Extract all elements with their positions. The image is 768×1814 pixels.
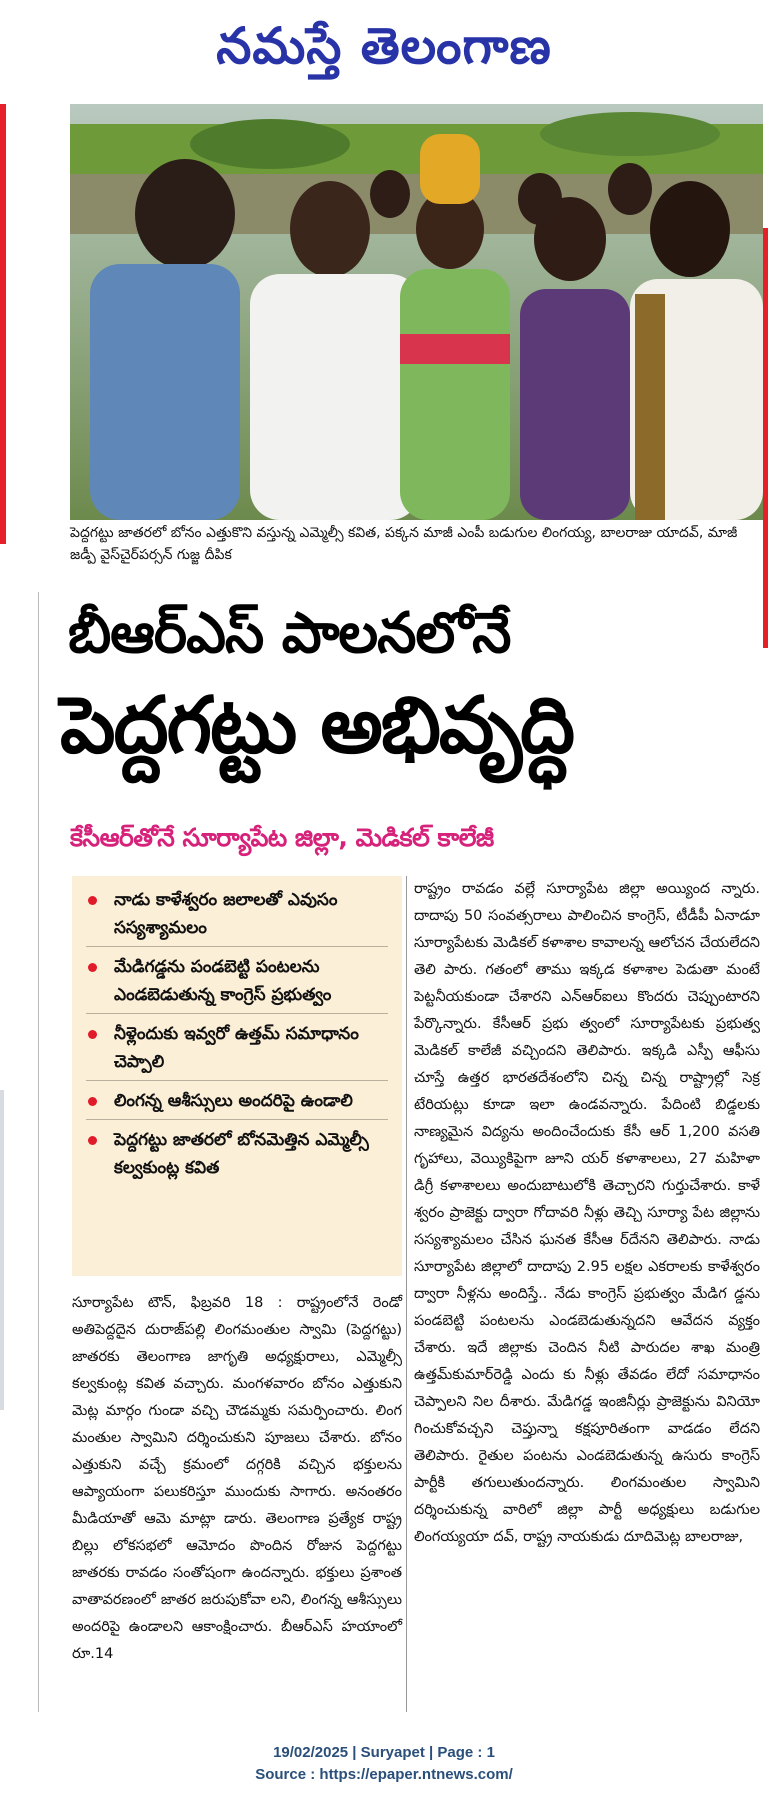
bullet-icon bbox=[88, 1097, 97, 1106]
left-accent-bar bbox=[0, 104, 6, 544]
crowd-photo-illustration bbox=[70, 104, 763, 520]
news-photo bbox=[70, 104, 763, 520]
source-link[interactable]: Source : https://epaper.ntnews.com/ bbox=[255, 1766, 513, 1783]
highlight-text: పెద్దగట్టు జాతరలో బోనమెత్తిన ఎమ్మెల్సీ కల్వకుంట్ల కవిత bbox=[114, 1130, 369, 1178]
highlights-box bbox=[72, 876, 402, 1276]
bullet-icon bbox=[88, 963, 97, 972]
highlight-text: నాడు కాళేశ్వరం జలాలతో ఎవుసం సస్యశ్యామలం bbox=[114, 890, 338, 938]
highlight-item bbox=[86, 1020, 388, 1081]
highlight-item bbox=[86, 1087, 388, 1120]
photo-caption: పెద్దగట్టు జాతరలో బోనం ఎత్తుకొని వస్తున్న ఎమ్మెల్సీ కవిత, పక్కన మాజీ ఎంపీ బడుగుల లింగయ్య, బాలరాజు యాదవ్, మాజీ జడ్పీ వైస్‌చైర్‌పర్సన్ గుజ్జ దీపిక bbox=[70, 525, 738, 563]
subheadline: కేసీఆర్‌తోనే సూర్యాపేట జిల్లా, మెడికల్ కాలేజీ bbox=[70, 823, 494, 852]
highlight-item bbox=[86, 1126, 388, 1186]
masthead bbox=[0, 0, 768, 92]
article-body-right: రాష్ట్రం రావడం వల్లే సూర్యాపేట జిల్లా అయ్యింద న్నారు. దాదాపు 50 సంవత్సరాలు పాలించిన కాంగ్రెస్, టీడీపీ ఏనాడూ సూర్యాపేటకు మెడికల్ కళాశాల కావాలన్న ఆలోచన చేయలేదని తెలి పారు. గతంలో తాము ఇక్కడ కళాశాల పెడుతా మంటే పెట్టనీయకుండా చేశారని ఎన్‌ఆర్‌ఐలు కొందరు చెప్పుంటారని పేర్కొన్నారు. కేసీఆర్ ప్రభు త్వంలో సూర్యాపేటకు ప్రభుత్వ మెడికల్ కాలేజీ వచ్చిందని తెలిపారు. ఇక్కడి ఎస్పీ ఆఫీసు చూస్తే ఉత్తర భారతదేశంలోని చిన్న చిన్న రాష్ట్రాల్లో సెక్ర టేరియట్లు కూడా ఇలా ఉండవన్నారు. పేదింటి బిడ్డలకు నాణ్యమైన విద్యను అందించేందుకు కేసీ ఆర్ 1,200 వసతి గృహాలు, వెయ్యికిపైగా జూని యర్ కళాశాలలు, 27 మహిళా డిగ్రీ కళాశాలలు అందుబాటులోకి తెచ్చారని గుర్తుచేశారు. కాళే శ్వరం ప్రాజెక్టు ద్వారా గోదావరి నీళ్లు తెచ్చి సూర్యా పేట జిల్లాను సస్యశ్యామలం చేసిన ఘనత కేసీఆ ర్‌దేనని తెలిపారు. నాడు సూర్యాపేట జిల్లాలో దాదాపు 2.95 లక్షల ఎకరాలకు కాళేశ్వరం ద్వారా నీళ్లను అందిస్తే.. నేడు కాంగ్రెస్ ప్రభుత్వం మేడిగ డ్డను పండబెట్టి పంటలను ఎండబెడుతున్నదని ఆవేదన వ్యక్తం చేశారు. ఇదే జిల్లాకు చెందిన నీటి పారుదల శాఖ మంత్రి ఉత్తమ్‌కుమార్‌రెడ్డి ఎందు కు నీళ్లు తేవడం లేదో సమాధానం చెప్పాలని నిల దీశారు. మేడిగడ్డ ఇంజినీర్లు ప్రాజెక్టును వినియో గించుకోవచ్చని చెప్తున్నా కక్షపూరితంగా వాడడం లేదని తెలిపారు. రైతుల పంటను ఎండబెడుతున్న ఉసురు కాంగ్రెస్ పార్టీకి తగులుతుందన్నారు. లింగమంతుల స్వామిని దర్శించుకున్న వారిలో జిల్లా పార్టీ అధ్యక్షులు బడుగుల లింగయ్యయా దవ్, రాష్ట్ర నాయకుడు దూదిమెట్ల బాలరాజు, bbox=[414, 881, 760, 1545]
highlight-item bbox=[86, 886, 388, 947]
bullet-icon bbox=[88, 896, 97, 905]
headline-line-2: పెద్దగట్టు అభివృద్ధి bbox=[60, 681, 574, 771]
highlight-text: లింగన్న ఆశీస్సులు అందరిపై ఉండాలి bbox=[114, 1091, 353, 1111]
column-divider bbox=[406, 876, 407, 1712]
page-footer bbox=[0, 1742, 768, 1786]
highlight-text: మేడిగడ్డను పండబెట్టి పంటలను ఎండబెడుతున్న కాంగ్రెస్ ప్రభుత్వం bbox=[114, 957, 332, 1005]
bullet-icon bbox=[88, 1136, 97, 1145]
highlight-text: నీళ్లెందుకు ఇవ్వరో ఉత్తమ్ సమాధానం చెప్పాలి bbox=[114, 1024, 359, 1072]
right-accent-bar bbox=[763, 228, 768, 648]
left-column-rule bbox=[38, 592, 39, 1712]
headline-line-1: బీఆర్‌ఎస్ పాలనలోనే bbox=[68, 601, 511, 666]
highlights-list bbox=[86, 886, 388, 1186]
article-body-left: సూర్యాపేట టౌన్, ఫిబ్రవరి 18 : రాష్ట్రంలోనే రెండో అతిపెద్దదైన దురాజ్‌పల్లి లింగమంతుల స్వామి (పెద్దగట్టు) జాతరకు తెలంగాణ జాగృతి అధ్యక్షురాలు, ఎమ్మెల్సీ కల్వకుంట్ల కవిత వచ్చారు. మంగళవారం బోనం ఎత్తుకుని మెట్ల మార్గం గుండా వచ్చి చౌడమ్మకు సమర్పించారు. లింగ మంతుల స్వామిని దర్శించుకుని పూజలు చేశారు. బోనం ఎత్తుకుని వచ్చే క్రమంలో దగ్గరికి వచ్చిన భక్తులను ఆప్యాయంగా పలుకరిస్తూ ముందుకు సాగారు. అనంతరం మీడియాతో ఆమె మాట్లా డారు. తెలంగాణ ప్రత్యేక రాష్ట్ర బిల్లు లోకసభలో ఆమోదం పొందిన రోజున పెద్దగట్టు జాతరకు రావడం సంతోషంగా ఉందన్నారు. భక్తులు ప్రశాంత వాతావరణంలో జాతర జరుపుకోవా లని, లింగన్న ఆశీస్సులు అందరిపై ఉండాలని ఆకాంక్షించారు. బీఆర్‌ఎస్ హయాంలో రూ.14 bbox=[72, 1295, 402, 1662]
bullet-icon bbox=[88, 1030, 97, 1039]
newspaper-title: నమస్తే తెలంగాణ bbox=[216, 16, 552, 75]
highlight-item bbox=[86, 953, 388, 1014]
margin-line bbox=[0, 1090, 4, 1410]
edition-info: 19/02/2025 | Suryapet | Page : 1 bbox=[273, 1744, 495, 1761]
